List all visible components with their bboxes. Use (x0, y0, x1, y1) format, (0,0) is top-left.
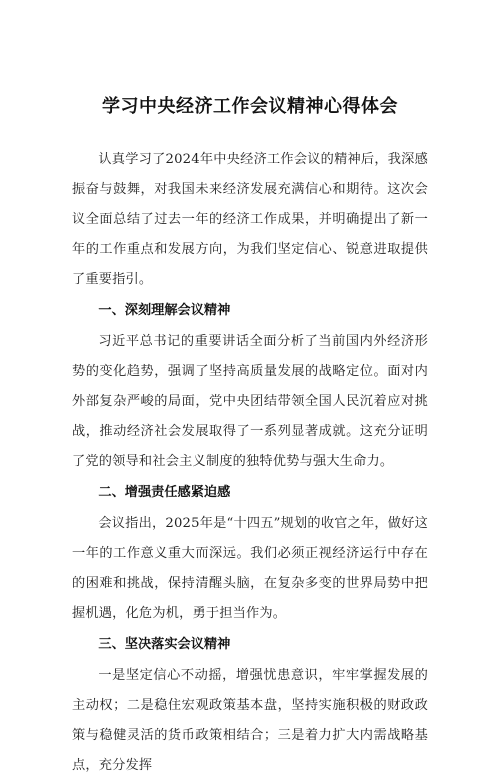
document-title: 学习中央经济工作会议精神心得体会 (102, 96, 398, 117)
intro-paragraph: 认真学习了2024年中央经济工作会议的精神后，我深感振奋与鼓舞，对我国未来经济发展充满信心和期待。这次会议全面总结了过去一年的经济工作成果，并明确提出了新一年的工作重点和发展方向，为我们坚定信心、锐意进取提供了重要指引。 (72, 152, 428, 287)
section-paragraph-1: 习近平总书记的重要讲话全面分析了当前国内外经济形势的变化趋势，强调了坚持高质量发展的战略定位。面对内外部复杂严峻的局面，党中央团结带领全国人民沉着应对挑战，推动经济社会发展取得了一系列显著成就。这充分证明了党的领导和社会主义制度的独特优势与强大生命力。 (72, 334, 428, 469)
section-paragraph-3: 一是坚定信心不动摇，增强忧患意识，牢牢掌握发展的主动权；二是稳住宏观政策基本盘，坚持实施积极的财政政策与稳健灵活的货币政策相结合；三是着力扩大内需战略基点，充分发挥 (72, 668, 428, 773)
section-paragraph-2: 会议指出，2025年是“十四五”规划的收官之年，做好这一年的工作意义重大而深远。我们必须正视经济运行中存在的困难和挑战，保持清醒头脑，在复杂多变的世界局势中把握机遇，化危为机，勇于担当作为。 (72, 516, 428, 621)
section-heading-3: 三、坚决落实会议精神 (98, 637, 231, 652)
section-heading-2: 二、增强责任感紧迫感 (98, 485, 231, 500)
document-body (72, 145, 428, 781)
section-heading-1: 一、深刻理解会议精神 (98, 303, 231, 318)
